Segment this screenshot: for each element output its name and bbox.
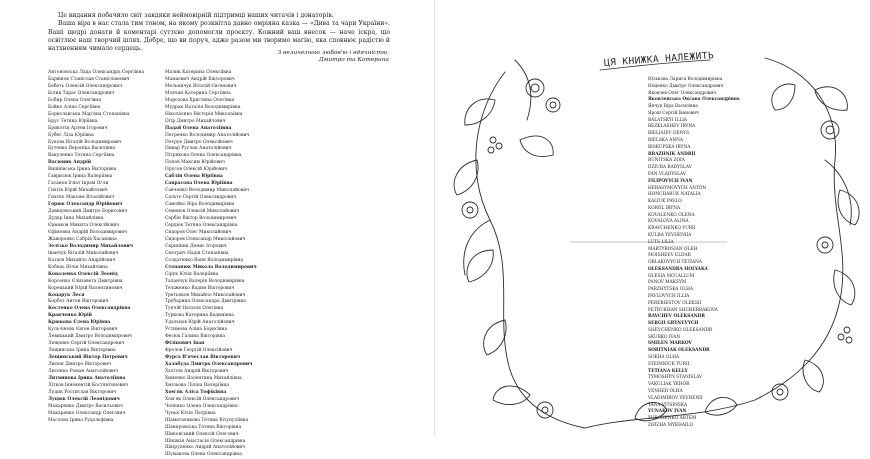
donor-name: Кравченко Юрій	[48, 313, 92, 319]
donor-name: Чопенко Олена Олександрівна	[165, 403, 238, 409]
donor-name: Фролов Георгій Олексійович	[165, 348, 233, 354]
donor-name: Сірук Юлія Валеріївна	[165, 271, 219, 277]
donor-name: Малик Катерина Олексіївна	[165, 70, 232, 75]
donor-name: Ющенко Дмитро Олександрович	[648, 83, 724, 89]
donor-name: Устимова Аліна Борисівна	[165, 327, 228, 333]
donor-name: Сальтє Сергій Олександрович	[165, 195, 237, 201]
donor-name: Хом'як Аліса Тофіківна	[165, 389, 227, 395]
donor-name: BRAZHNIK ANDRII	[648, 151, 696, 157]
donor-name: BALATSKYI ILLIA	[648, 117, 687, 123]
donor-name: Лисенко Роман Анатолійович	[48, 368, 119, 374]
donor-name: Зелізко Володимир Михайлович	[48, 243, 133, 249]
donor-name: Шишкін Анастасія Олександрівна	[165, 438, 246, 444]
donor-name: SKUBKO IVAN	[648, 334, 681, 340]
donor-name: OBLAKOVYCH TETIANA	[648, 260, 702, 266]
donor-name: KOVALENKO OLENA	[648, 212, 695, 218]
donor-name: Луцик Ростислав Вікторович	[48, 389, 117, 395]
donor-name: TYMOSHYN STANISLAV	[648, 375, 703, 381]
donor-name: Гасанов Ігнат Ікрам Огли	[48, 181, 109, 187]
donor-name: Пітрякова Олена Олександрівна	[165, 153, 242, 159]
donor-name: YURCHENKO ARTEM	[648, 416, 697, 422]
donor-name: Букова Віталій Володимирович	[48, 139, 122, 145]
donor-name: Сербін Віктор Володимирович	[165, 216, 237, 222]
donor-name: SOBITNIAK OLEKSANDR	[648, 348, 710, 354]
donor-name: Вишнівська Ірина Вікторівна	[48, 167, 117, 173]
donor-name: HERASYMOVYCH ANTON	[648, 185, 707, 191]
donor-name: Шаматаєнкова Тетяна Вітупуліївна	[165, 417, 249, 423]
donor-name: Прусов Олексій Юрійович	[165, 167, 228, 173]
donor-name: Петренко Володимир Анатолійович	[165, 132, 250, 138]
signature	[278, 50, 389, 65]
donor-name: Гнатко Максим Віталійович	[48, 195, 115, 201]
donor-name: Кобець Юлія Михайлівна	[48, 264, 108, 270]
donor-name: Бобир Олена Олегівна	[48, 97, 101, 103]
donor-name: Коцарук Леся	[48, 292, 85, 298]
donor-name: Туркова Катерина Вадимівна	[165, 313, 234, 319]
donor-name: Семенов Олексій Миколайович	[165, 209, 240, 215]
donor-name: Костенко Олена Олександрівна	[48, 306, 131, 312]
donor-name: PAVLOVYCH ILLIA	[648, 294, 690, 299]
donor-name: Маслова Ірина Рудольфівна	[48, 417, 114, 423]
donor-name: Іванчук Віталій Миколайович	[48, 250, 119, 256]
donor-name: OLEKSANDRA HOLYAKA	[648, 266, 708, 272]
donor-name: Ніколаєнко Вікторія Миколаївна	[165, 111, 243, 117]
donor-name: Теліженко Вадим Вікторович	[165, 285, 235, 291]
donor-name: VENHER OLHA	[648, 388, 683, 394]
donor-name: Білик Тарас Олександрович	[48, 90, 115, 96]
donor-column-1	[48, 70, 156, 425]
donor-name: FAN VLADYSLAV	[648, 171, 686, 177]
donor-name: Лещинська Ірина Вікторівна	[48, 348, 116, 354]
donor-name: Літков Іннокентій Костянтинович	[48, 382, 129, 388]
donor-name: Крюкова Єлена Юрівна	[48, 320, 111, 326]
donor-name: PETRUKHAN SHCHERBAKOVA	[648, 307, 718, 313]
donor-name: FILIPOVYCH IVAN	[648, 178, 693, 184]
intro-text	[48, 12, 390, 53]
donor-name: Солдатенко Ваня Володимирівна	[165, 257, 244, 263]
donor-name: Корбот Антон Вікторович	[48, 299, 109, 305]
donor-name: Саблін Олена Юріївна	[165, 174, 223, 180]
donor-name: Коваленко Олексій Леонід	[48, 271, 118, 277]
donor-name: Васюник Андрій	[48, 160, 92, 166]
donor-name: Фесюк Галина Вікторівна	[165, 334, 226, 340]
donor-name: SHEVCHENKO OLEKSANDR	[648, 327, 713, 333]
donor-name: Корсенко Єлизавета Дмитрівна	[48, 278, 123, 284]
donor-name: Бориславська Мар'яна Степанівна	[48, 111, 130, 117]
donor-name: YUNAKOV IVAN	[648, 409, 687, 415]
donor-name: KULBA YEVHENIIA	[648, 232, 692, 238]
right-page	[435, 0, 870, 435]
donor-name: Попов Максим Юрійович	[165, 160, 225, 166]
donor-name: Кульчінова Євген Вікторович	[48, 327, 118, 333]
donor-name: Мовчан Катерина Сергіївна	[165, 90, 231, 96]
donor-name: Лисюк Дмитро Вікторович	[48, 362, 112, 368]
signature-line-2: Дмитро та Катерина	[318, 57, 389, 64]
donor-name: Давидовський Дмитро Борисович	[48, 209, 128, 215]
donor-name: Бутенко Вероніка Василівна	[48, 146, 116, 152]
donor-name: Шанпровська Тетяна Вікторівна	[165, 424, 242, 430]
donor-name: SMILEN MARKOV	[648, 341, 692, 347]
donor-name: Удальцов Юрій Анатолійович	[165, 320, 235, 326]
donor-name: Сидоров Олег Миколайович	[165, 229, 232, 235]
donor-name: PANOV MAKSYM	[648, 280, 687, 286]
donor-name: BIELIAIEV DENYS	[648, 131, 690, 137]
donor-name: Горюк Олександр Юрійович	[48, 202, 123, 208]
donor-name: Гнатів Юрій Михайлович	[48, 188, 108, 194]
donor-name: PARZHYTSKA OLHA	[648, 287, 693, 293]
donor-name: Жаворонко Сабрія Хасанівна	[48, 236, 117, 242]
donor-name: MARTYROSIAN OLEH	[648, 246, 698, 252]
donor-name: Халабуда Дмитро Олександрович	[165, 362, 253, 368]
donor-name: DZIUBA RADYSLAV	[648, 165, 692, 171]
donor-name: Мамаєвич Андрій Вікторович	[165, 76, 235, 82]
donor-name: Луцюк Олексій Леонідович	[48, 396, 120, 402]
donor-name: KRAVCHENKO YURII	[648, 226, 696, 232]
donor-name: Корецький Юрій Валентинович	[48, 285, 123, 291]
donor-name: KOROL IRYNA	[648, 205, 681, 211]
donor-name: Брикотін Артем Ігорович	[48, 125, 108, 131]
donor-name: Ярош Сергій Іванович	[648, 110, 699, 116]
donor-name: RAVCHEV OLEKSANDR	[648, 314, 705, 320]
donor-name: Падай Олена Анатоліївна	[165, 125, 232, 131]
donor-name: Єфімовна Андрій Володимирович	[48, 229, 128, 235]
donor-name: Морозова Христина Олегівна	[165, 97, 235, 103]
donor-name: Мудрак Наталія Володимирівна	[165, 104, 241, 110]
donor-name: STEPANIUK YURII	[648, 361, 690, 367]
donor-name: Дудар Інна Михайлівна	[48, 216, 104, 222]
donor-name: Савченко Володимир Миколайович	[165, 188, 250, 194]
intro-paragraph-2: Ваша віра в нас стала тим тоном, на якому розквітла давно омріяна казка — «Дива та чари України». Ваші щедрі донати й коментарі суттєво допомогли проєкту. Кожний ваш внесок — наче іскра, що освітлює наш творчий шлях. Добре, що ви поруч, адже разом ми творимо магію, яка сповнює радістю й натхненням чимало сердець.	[48, 20, 390, 53]
donor-name: Філіпович Іван	[165, 341, 205, 347]
donor-name: Пивар Руслан Анатолійович	[165, 146, 232, 152]
donor-name: YANA VITSINSKA	[648, 402, 687, 408]
intro-paragraph-1: Це видання побачило світ завдяки неймовірній підтримці наших читачів і донаторів.	[58, 12, 334, 19]
donor-name: OLESIA MCCALLUM	[648, 273, 695, 279]
donor-name: Степанюк Микола Володимирович	[165, 264, 257, 270]
donor-name: Бебеть Олексій Олександрович	[48, 83, 123, 89]
donor-name: Трубарина Олександра Дмитрівна	[165, 299, 246, 305]
donor-name: Самойко Віра Володимирівна	[165, 202, 235, 208]
donor-name: Таланчук Валерія Володимирівна	[165, 278, 245, 284]
donor-name: Лещенко Сергій Олександрович	[48, 341, 125, 347]
donor-name: Янчук Віра Василівна	[648, 104, 698, 110]
donor-name: BIELSKA ANNA	[648, 138, 684, 144]
donor-name: LUTS LILIA	[648, 239, 674, 245]
donor-name: BUNITSKA ZOIA	[648, 158, 685, 164]
left-page	[0, 0, 435, 458]
donor-name: Шкірупенко Андрій Анатолійович	[165, 445, 246, 451]
donor-name: Катаєв Михайло Андрійович	[48, 257, 116, 263]
donor-name: Третьяков Михайло Миколайович	[165, 292, 246, 298]
donor-name: KOVALOVA ALINA	[648, 219, 689, 225]
donor-name: PEREBIESTOV OLEKSII	[648, 300, 702, 306]
donor-name: Юзькова Лариса Володимирівна	[648, 77, 723, 82]
donor-name: Мельничук Віталій Євгенович	[165, 83, 237, 89]
donor-name: Левицький Дмитро Володимирович	[48, 334, 132, 340]
donor-name: Макаренко Дмитро Васильович	[48, 403, 123, 409]
donor-name: Саврасова Олена Юріївна	[165, 181, 233, 187]
book-owner-heading: ЦЯ КНИЖКА НАЛЕЖИТЬ	[603, 50, 715, 69]
donor-name: SERGII GRYNEVYCH	[648, 321, 699, 327]
donor-name: Єрмаков Микита Олексійович	[48, 222, 120, 228]
donor-name: Брус Тетяна Юріївна	[48, 118, 98, 124]
donor-name: TETIANA KELLY	[648, 368, 688, 374]
donor-name: Шиковський Олексій Олегович	[165, 431, 239, 437]
donor-name: Гаврилюк Ірина Валеріївна	[48, 174, 113, 180]
donor-name: VAKULIAK YEHOR	[648, 382, 690, 388]
donor-name: Петрук Дмитро Олексійович	[165, 139, 233, 145]
donor-name: Макаренко Олександр Олегович	[48, 410, 126, 416]
donor-name: Яковлев Олег Олександрович	[648, 90, 717, 96]
signature-line-1: З величезною любов'ю і вдячністю,	[277, 50, 389, 56]
donor-name: Хмільова Ліліна Валеріївна	[165, 382, 229, 388]
donor-name: MOISHEEV ELDAR	[648, 253, 691, 259]
donor-name: Сидоров Олександр Миколайович	[165, 236, 246, 242]
donor-name: VLADIMIROV YEVHENII	[648, 395, 703, 401]
donor-column-2	[165, 70, 275, 459]
donor-name: Литвинова Ірина Анатоліївна	[48, 375, 126, 381]
donor-name: Огір Дмитро Михайлович	[165, 118, 226, 124]
donor-name: Тупчій Наталія Олегівна	[165, 306, 224, 312]
donor-name: Барвінок Станіслав Станіславович	[48, 76, 130, 82]
donor-name: Фурса В'ячеслав Вікторович	[165, 355, 241, 361]
donor-name: Бойко Аліна Сергіївна	[48, 104, 101, 110]
donor-name: Скрипник Денис Ігорович	[165, 243, 227, 249]
donor-name: BISKUPSKA IRYNA	[648, 144, 691, 150]
donor-name: Бубес Ліза Юріївна	[48, 132, 94, 138]
donor-name: Чуньк Юлія Петрівна	[165, 410, 216, 416]
donor-name: Сердюк Тетяна Олександрівна	[165, 222, 238, 228]
donor-name: ZHIZHA MYKHAILO	[648, 422, 694, 428]
donor-name: Вакуленко Тетяна Сергіївна	[48, 153, 115, 159]
donor-name: Антоновська Лада Олександра Сергіївна	[48, 70, 145, 75]
donor-name: HONCHARUK NATALIA	[648, 192, 701, 198]
donor-name: BEZKLASHEV IRYNA	[648, 124, 696, 130]
donor-name: KALIUK PAVLO	[648, 199, 682, 205]
donor-name: Хименко Валентина Михайлівна	[165, 375, 242, 381]
donor-name: Шумакова Олена Олександрівна	[165, 452, 242, 458]
donor-name: Лещинський Віктор Петрович	[48, 355, 128, 361]
donor-name: Халітов Андрій Вікторович	[165, 368, 229, 374]
donor-name: Хом'як Олексій Олександрович	[165, 396, 240, 402]
donor-name: Яковлевська Оксана Олександрівна	[648, 97, 740, 103]
donor-name: Смотрич Надія Степанівна	[165, 250, 229, 256]
donor-column-3	[648, 77, 740, 430]
donor-name: SOKHA OLHA	[648, 355, 680, 361]
